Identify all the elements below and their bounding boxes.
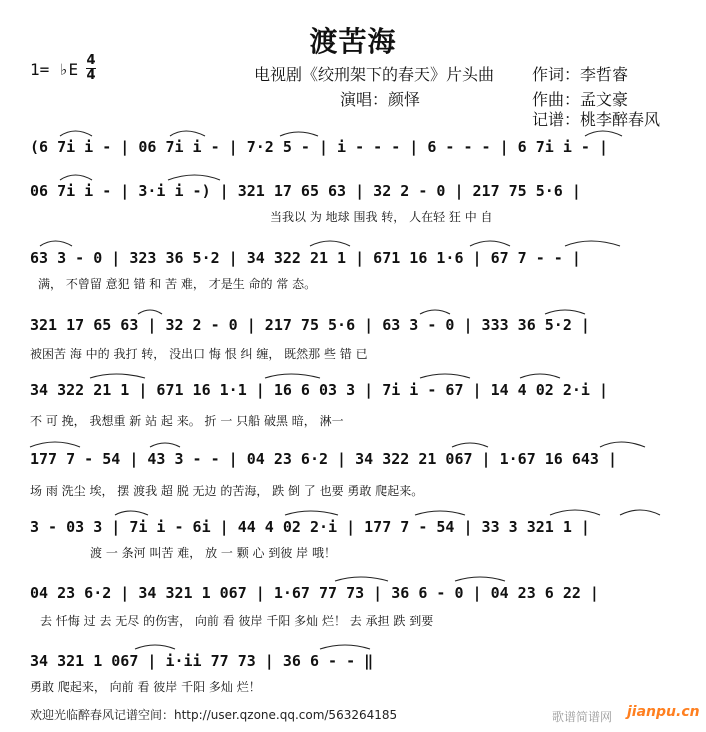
- slur-mark: [550, 510, 600, 515]
- song-source: 电视剧《绞刑架下的春天》片头曲: [254, 65, 495, 84]
- slur-mark: [280, 132, 318, 136]
- slur-mark: [420, 310, 450, 314]
- score-line-7-notes: 3 - 03 3 | 7i i - 6i | 44 4 02 2·i | 177 7 - 54 | 33 3 321 1 |: [30, 518, 590, 536]
- slur-mark: [455, 577, 505, 581]
- lyricist: 作词：李哲睿: [532, 65, 629, 84]
- score-line-9-notes: 34 321 1 067 | i·ii 77 73 | 36 6 - - ‖: [30, 652, 374, 670]
- slur-mark: [150, 443, 180, 447]
- score-line-8-notes: 04 23 6·2 | 34 321 1 067 | 1·67 77 73 | 36 6 - 0 | 04 23 6 22 |: [30, 584, 599, 602]
- score-line-3-notes: 63 3 - 0 | 323 36 5·2 | 34 322 21 1 | 671 16 1·6 | 67 7 - - |: [30, 249, 581, 267]
- score-line-6-notes: 177 7 - 54 | 43 3 - - | 04 23 6·2 | 34 322 21 067 | 1·67 16 643 |: [30, 450, 617, 468]
- slur-mark: [135, 645, 175, 649]
- slur-mark: [30, 442, 80, 447]
- time-signature-bottom: 4: [86, 68, 96, 83]
- slur-mark: [138, 310, 162, 314]
- slur-mark: [520, 374, 560, 378]
- slur-mark: [600, 442, 645, 447]
- singer: 演唱：颜怿: [340, 90, 421, 109]
- time-signature-top: 4: [86, 53, 96, 68]
- score-line-2-lyric: 当我以 为 地球 围我 转， 人在轻 狂 中 自: [270, 210, 493, 224]
- score-line-4-notes: 321 17 65 63 | 32 2 - 0 | 217 75 5·6 | 63 3 - 0 | 333 36 5·2 |: [30, 316, 590, 334]
- key-signature: 1= ♭E: [30, 60, 79, 79]
- score-line-1-notes: (6 7i i - | 06 7i i - | 7·2 5 - | i - - - | 6 - - - | 6 7i i - |: [30, 138, 608, 156]
- score-line-4-lyric: 被困苦 海 中的 我打 转， 没出口 悔 恨 纠 缠， 既然那 些 错 已: [30, 347, 368, 361]
- slur-mark: [545, 310, 585, 314]
- slur-mark: [420, 374, 470, 378]
- slur-mark: [470, 241, 510, 246]
- score-line-9-lyric: 勇敢 爬起来， 向前 看 彼岸 千阳 多灿 烂！: [30, 680, 261, 694]
- slur-mark: [415, 511, 465, 515]
- slur-mark: [265, 374, 320, 378]
- score-line-8-lyric: 去 忏悔 过 去 无尽 的伤害， 向前 看 彼岸 千阳 多灿 烂！ 去 承担 跌 到要: [40, 614, 434, 628]
- slur-mark: [115, 511, 148, 515]
- score-line-3-lyric: 满， 不曾留 意犯 错 和 苦 难， 才是生 命的 常 态。: [38, 277, 317, 291]
- slur-mark: [40, 241, 72, 246]
- watermark-brand: jianpu.cn: [627, 704, 700, 720]
- score-title: 渡苦海: [309, 25, 397, 58]
- slur-mark: [335, 577, 388, 581]
- score-line-7-lyric: 渡 一 条河 叫苦 难， 放 一 颗 心 到彼 岸 哦！: [90, 546, 336, 560]
- slur-mark: [168, 175, 220, 180]
- score-line-5-notes: 34 322 21 1 | 671 16 1·1 | 16 6 03 3 | 7i i - 67 | 14 4 02 2·i |: [30, 381, 608, 399]
- footer-link[interactable]: 欢迎光临醉春风记谱空间：http://user.qzone.qq.com/563264185: [30, 708, 398, 722]
- slur-mark: [620, 510, 660, 515]
- slur-mark: [60, 131, 92, 136]
- transcriber: 记谱：桃李醉春风: [532, 110, 661, 129]
- slur-mark: [320, 645, 370, 649]
- slur-mark: [310, 241, 350, 246]
- score-line-5-lyric: 不 可 挽， 我想重 新 站 起 来。 折 一 只船 破黑 暗， 淋一: [30, 414, 344, 428]
- slur-mark: [452, 443, 488, 447]
- watermark-site-name: 歌谱简谱网: [552, 710, 613, 724]
- slur-mark: [60, 175, 92, 180]
- composer: 作曲：孟文豪: [532, 90, 629, 109]
- score-line-2-notes: 06 7i i - | 3·i i -) | 321 17 65 63 | 32 2 - 0 | 217 75 5·6 |: [30, 182, 581, 200]
- slur-mark: [585, 131, 622, 136]
- slur-mark: [170, 131, 205, 136]
- slur-mark: [90, 374, 145, 378]
- slur-mark: [565, 241, 620, 246]
- score-line-6-lyric: 场 雨 洗尘 埃， 摆 渡我 超 脱 无边 的苦海， 跌 倒 了 也要 勇敢 爬起来。: [30, 484, 424, 498]
- slur-mark: [285, 511, 338, 515]
